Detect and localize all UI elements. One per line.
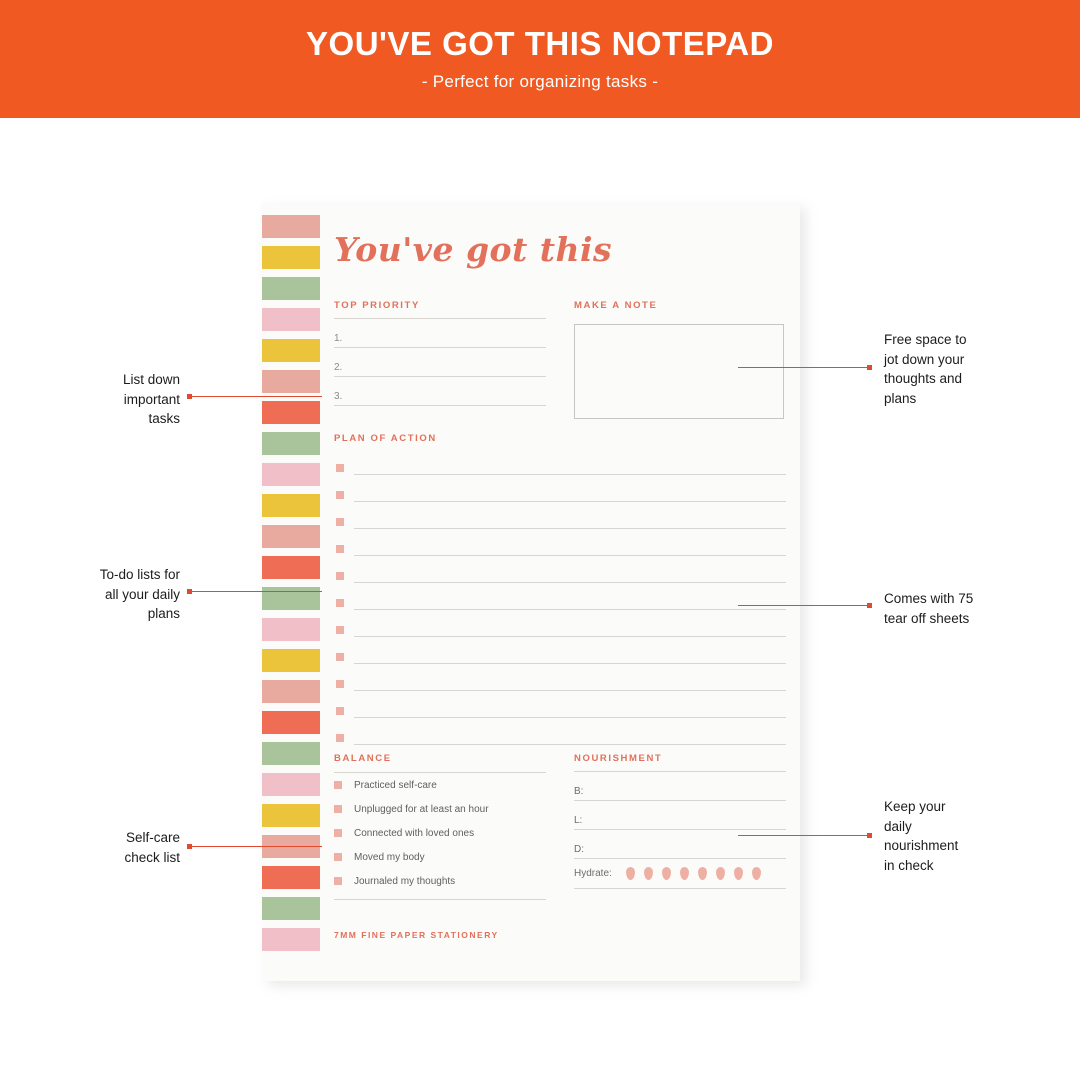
leader-line (738, 835, 870, 836)
callout-sheets: Comes with 75 tear off sheets (884, 591, 974, 626)
checkbox-square-icon[interactable] (336, 734, 344, 742)
callout-nourishment: Keep your daily nourishment in check (884, 799, 959, 873)
water-drop-icon[interactable] (680, 867, 689, 880)
color-tab (262, 928, 320, 951)
water-drop-icon[interactable] (752, 867, 761, 880)
balance-section (334, 753, 546, 900)
nourishment-section (574, 753, 786, 889)
color-tab (262, 618, 320, 641)
balance-item-label: Journaled my thoughts (354, 875, 456, 887)
leader-dot (187, 844, 192, 849)
color-tab (262, 370, 320, 393)
color-tab (262, 339, 320, 362)
nourishment-row-dinner[interactable]: D: (574, 830, 786, 859)
balance-item[interactable] (334, 797, 546, 821)
color-tab (262, 556, 320, 579)
color-tab (262, 773, 320, 796)
water-drop-icon[interactable] (662, 867, 671, 880)
balance-divider (334, 899, 546, 900)
checkbox-square-icon[interactable] (336, 707, 344, 715)
checkbox-square-icon[interactable] (334, 781, 342, 789)
water-drop-icon[interactable] (698, 867, 707, 880)
header-banner (0, 0, 1080, 118)
balance-label: BALANCE (334, 753, 546, 773)
color-tab (262, 401, 320, 424)
color-tab (262, 463, 320, 486)
plan-of-action-row[interactable] (334, 610, 786, 637)
checkbox-square-icon[interactable] (336, 599, 344, 607)
plan-of-action-row[interactable] (334, 637, 786, 664)
color-tab (262, 897, 320, 920)
plan-of-action-section (334, 433, 786, 745)
color-tab-strip (262, 203, 320, 981)
checkbox-square-icon[interactable] (336, 626, 344, 634)
plan-of-action-row[interactable] (334, 475, 786, 502)
checkbox-square-icon[interactable] (334, 829, 342, 837)
color-tab (262, 215, 320, 238)
make-a-note-box[interactable] (574, 324, 784, 419)
top-priority-row[interactable]: 3. (334, 377, 546, 406)
color-tab (262, 494, 320, 517)
top-priority-label: TOP PRIORITY (334, 300, 546, 319)
leader-line (190, 591, 322, 592)
top-priority-row[interactable]: 2. (334, 348, 546, 377)
water-drop-icon[interactable] (644, 867, 653, 880)
color-tab (262, 277, 320, 300)
checkbox-square-icon[interactable] (334, 853, 342, 861)
leader-line (738, 605, 870, 606)
checkbox-square-icon[interactable] (336, 464, 344, 472)
hydrate-row[interactable] (574, 859, 786, 889)
leader-dot (187, 394, 192, 399)
color-tab (262, 804, 320, 827)
nourishment-row-breakfast[interactable]: B: (574, 772, 786, 801)
balance-item-label: Unplugged for at least an hour (354, 803, 489, 815)
make-a-note-label: MAKE A NOTE (574, 300, 658, 311)
notepad (262, 203, 800, 981)
plan-of-action-row[interactable] (334, 556, 786, 583)
plan-of-action-row[interactable] (334, 502, 786, 529)
top-priority-section (334, 300, 546, 406)
checkbox-square-icon[interactable] (336, 518, 344, 526)
callout-list-down: List down important tasks (122, 372, 180, 427)
color-tab (262, 742, 320, 765)
plan-of-action-row[interactable] (334, 718, 786, 745)
water-drop-icon[interactable] (716, 867, 725, 880)
balance-item[interactable] (334, 773, 546, 797)
leader-dot (867, 833, 872, 838)
balance-item[interactable] (334, 845, 546, 869)
callout-todo: To-do lists for all your daily plans (99, 567, 180, 622)
color-tab (262, 525, 320, 548)
color-tab (262, 649, 320, 672)
callout-free-space: Free space to jot down your thoughts and plans (884, 332, 967, 406)
plan-of-action-row[interactable] (334, 664, 786, 691)
balance-item-label: Connected with loved ones (354, 827, 475, 839)
leader-dot (867, 603, 872, 608)
plan-of-action-label: PLAN OF ACTION (334, 433, 437, 444)
hydrate-label: Hydrate: (574, 868, 612, 879)
balance-item-label: Moved my body (354, 851, 425, 863)
leader-dot (867, 365, 872, 370)
leader-line (738, 367, 870, 368)
color-tab (262, 308, 320, 331)
checkbox-square-icon[interactable] (334, 805, 342, 813)
color-tab (262, 711, 320, 734)
color-tab (262, 866, 320, 889)
plan-of-action-row[interactable] (334, 529, 786, 556)
nourishment-label: NOURISHMENT (574, 753, 786, 772)
hydrate-drops[interactable] (626, 867, 761, 880)
leader-line (190, 396, 322, 397)
checkbox-square-icon[interactable] (336, 680, 344, 688)
checkbox-square-icon[interactable] (336, 653, 344, 661)
checkbox-square-icon[interactable] (336, 572, 344, 580)
notepad-footer: 7MM FINE PAPER STATIONERY (334, 930, 499, 940)
plan-of-action-line (354, 744, 786, 745)
banner-title: YOU'VE GOT THIS NOTEPAD (306, 25, 774, 63)
checkbox-square-icon[interactable] (334, 877, 342, 885)
notepad-title: You've got this (334, 230, 613, 269)
leader-dot (187, 589, 192, 594)
plan-of-action-row[interactable] (334, 448, 786, 475)
water-drop-icon[interactable] (626, 867, 635, 880)
leader-line (190, 846, 322, 847)
callout-selfcare: Self-care check list (124, 830, 180, 865)
color-tab (262, 432, 320, 455)
water-drop-icon[interactable] (734, 867, 743, 880)
banner-subtitle: - Perfect for organizing tasks - (421, 71, 659, 91)
color-tab (262, 246, 320, 269)
plan-of-action-row[interactable] (334, 691, 786, 718)
balance-item-label: Practiced self-care (354, 779, 437, 791)
checkbox-square-icon[interactable] (336, 545, 344, 553)
color-tab (262, 680, 320, 703)
nourishment-row-lunch[interactable]: L: (574, 801, 786, 830)
plan-of-action-row[interactable] (334, 583, 786, 610)
make-a-note-section (574, 300, 784, 419)
checkbox-square-icon[interactable] (336, 491, 344, 499)
balance-item[interactable] (334, 821, 546, 845)
top-priority-row[interactable]: 1. (334, 319, 546, 348)
balance-item[interactable] (334, 869, 546, 893)
